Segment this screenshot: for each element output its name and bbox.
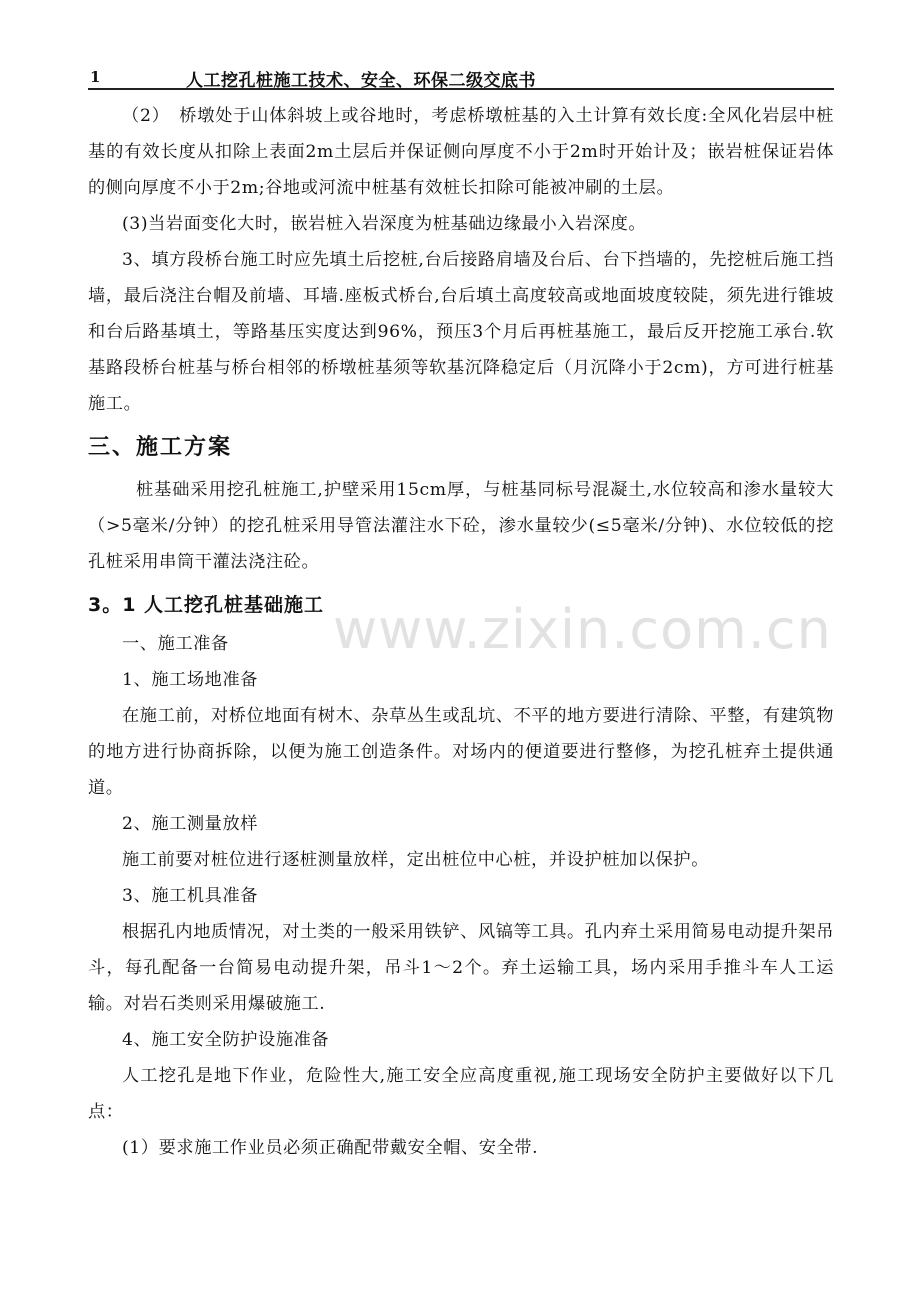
subsection-heading-manual-pile: 3。1 人工挖孔桩基础施工: [88, 594, 325, 616]
document-body: [88, 98, 834, 1166]
item-site-prep-heading: 1、施工场地准备: [122, 670, 259, 690]
paragraph-rock-depth: (3)当岩面变化大时，嵌岩桩入岩深度为桩基础边缘最小入岩深度。: [122, 214, 647, 234]
paragraph-site-prep: 在施工前，对桥位地面有树木、杂草丛生或乱坑、不平的地方要进行清除、平整，有建筑物的地方进行协商拆除，以便为施工创造条件。对场内的便道要进行整修，为挖孔桩弃土提供通道。: [88, 706, 834, 798]
paragraph-safety-item-1: (1）要求施工作业员必须正确配带戴安全帽、安全带.: [122, 1138, 539, 1158]
paragraph-equipment: 根据孔内地质情况，对土类的一般采用铁铲、风镐等工具。孔内弃土采用简易电动提升架吊斗，每孔配备一台简易电动提升架，吊斗1～2个。弃土运输工具，场内采用手推斗车人工运输。对岩石类则采用爆破施工.: [88, 922, 834, 1014]
item-safety-heading: 4、施工安全防护设施准备: [122, 1030, 330, 1050]
document-title: 人工挖孔桩施工技术、安全、环保二级交底书: [186, 71, 536, 91]
header-divider: [88, 88, 834, 90]
page-header: [88, 64, 834, 90]
paragraph-survey: 施工前要对桩位进行逐桩测量放样，定出桩位中心桩，并设护桩加以保护。: [122, 850, 709, 870]
paragraph-pier-slope: （2） 桥墩处于山体斜坡上或谷地时，考虑桥墩桩基的入土计算有效长度:全风化岩层中桩基的有效长度从扣除上表面2m土层后并保证侧向厚度不小于2m时开始计及；嵌岩桩保证岩体的侧向厚度不小于2m;谷地或河流中桩基有效桩长扣除可能被冲刷的土层。: [88, 106, 834, 198]
paragraph-safety: 人工挖孔是地下作业，危险性大,施工安全应高度重视,施工现场安全防护主要做好以下几点：: [88, 1066, 834, 1122]
item-equipment-heading: 3、施工机具准备: [122, 886, 259, 906]
item-prep-heading: 一、施工准备: [122, 634, 229, 654]
paragraph-plan-intro: 桩基础采用挖孔桩施工,护壁采用15cm厚，与桩基同标号混凝土,水位较高和渗水量较大（>5毫米/分钟）的挖孔桩采用导管法灌注水下砼，渗水量较少(≤5毫米/分钟)、水位较低的挖孔桩采用串筒干灌法浇注砼。: [88, 480, 834, 572]
watermark: www.zixin.com.cn: [333, 598, 832, 661]
section-heading-construction-plan: 三、施工方案: [88, 435, 233, 460]
page-number: 1: [90, 68, 101, 86]
item-survey-heading: 2、施工测量放样: [122, 814, 259, 834]
paragraph-fill-abutment: 3、填方段桥台施工时应先填土后挖桩,台后接路肩墙及台后、台下挡墙的，先挖桩后施工挡墙，最后浇注台帽及前墙、耳墙.座板式桥台,台后填土高度较高或地面坡度较陡，须先进行锥坡和台后路基填土，等路基压实度达到96%，预压3个月后再桩基施工，最后反开挖施工承台.软基路段桥台桩基与桥台相邻的桥墩桩基须等软基沉降稳定后（月沉降小于2cm)，方可进行桩基施工。: [88, 250, 834, 414]
